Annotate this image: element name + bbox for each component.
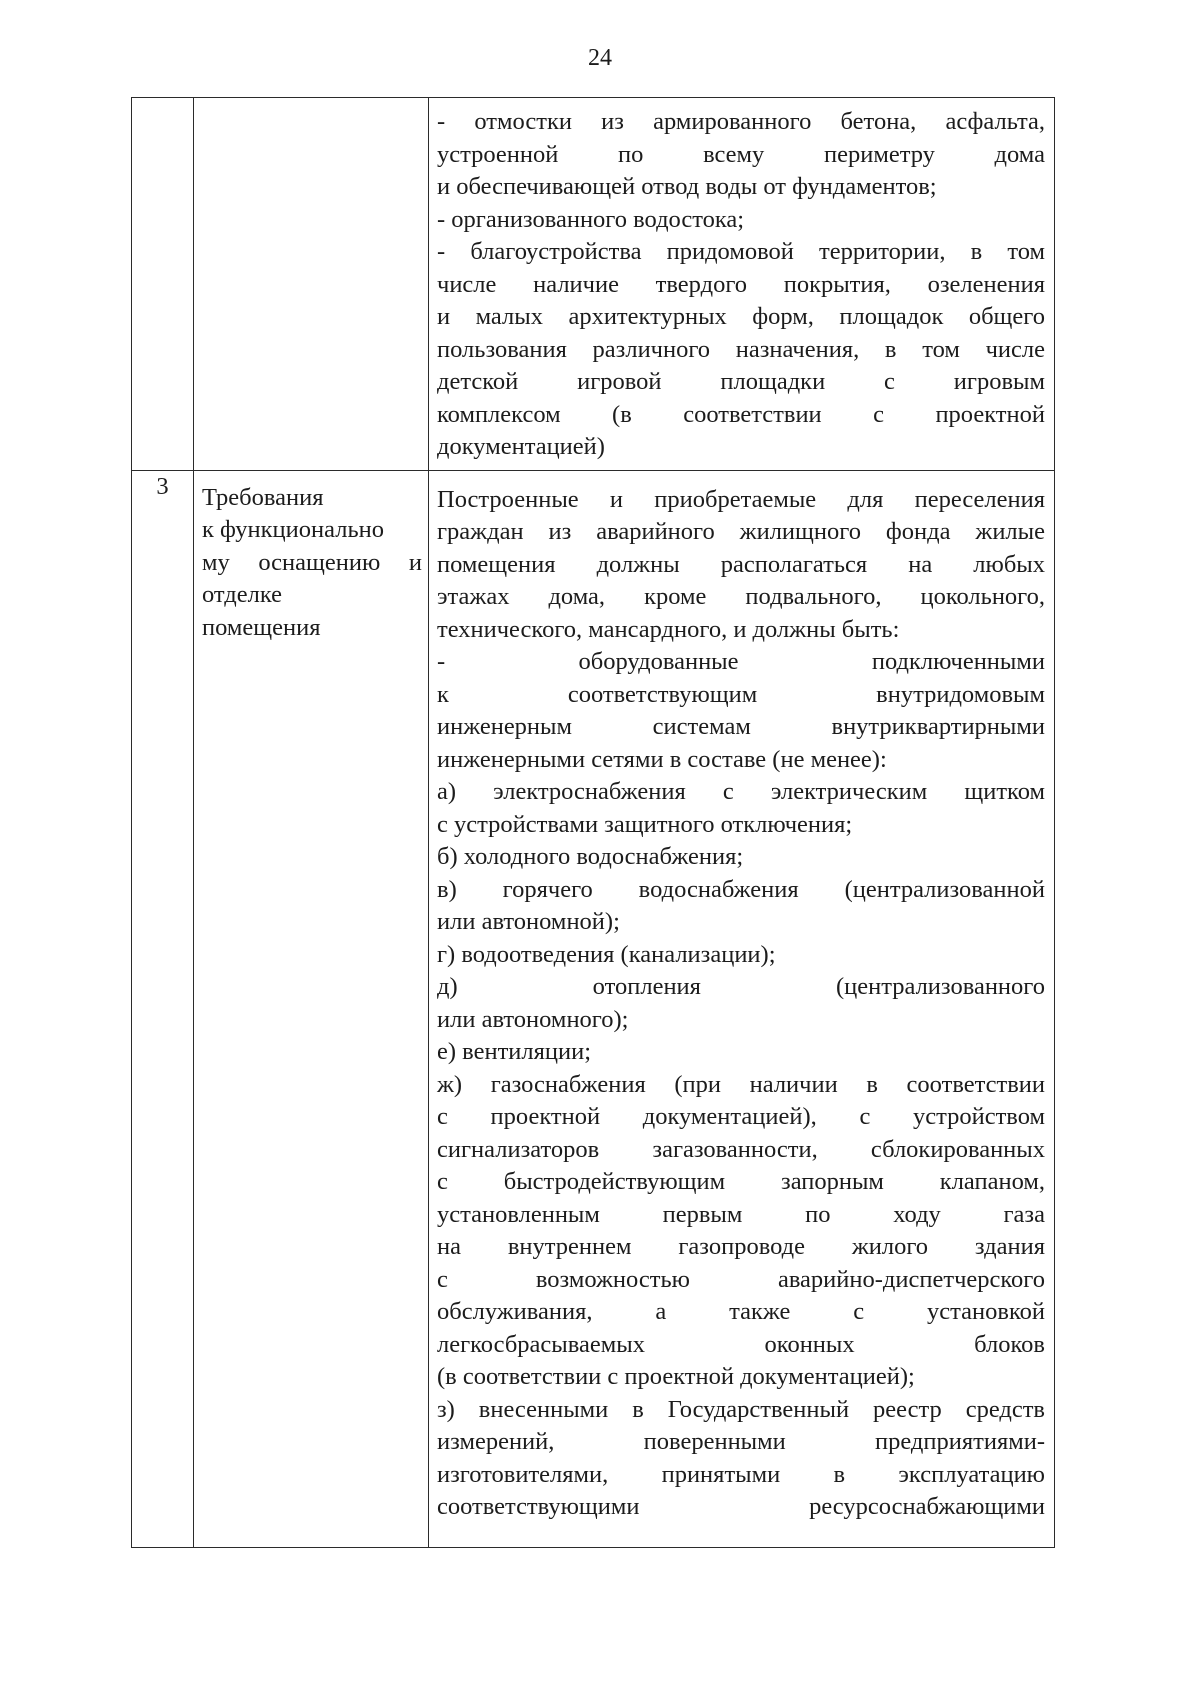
requirement-content-cell (429, 470, 1055, 1547)
text-line: з) внесенными в Государственный реестр средств (437, 1395, 1045, 1423)
requirement-content (429, 471, 1054, 1532)
text-line: а) электроснабжения с электрическим щитком (437, 778, 1045, 805)
text-line: этажах дома, кроме подвального, цокольного, (437, 583, 1045, 610)
requirement-title-cell (194, 98, 429, 471)
requirement-title (194, 471, 428, 645)
requirement-content (429, 98, 1054, 470)
text-line: Требования (202, 483, 324, 511)
text-line: помещения (202, 613, 321, 641)
text-line: в) горячего водоснабжения (централизованной (437, 875, 1045, 903)
row-number-cell (132, 98, 194, 471)
text-line: изготовителями, принятыми в эксплуатацию (437, 1460, 1045, 1488)
text-line: отделке (202, 581, 283, 608)
text-line: с проектной документацией), с устройством (437, 1103, 1045, 1130)
text-line: или автономного); (437, 1005, 629, 1033)
text-line: комплексом (в соответствии с проектной (437, 400, 1045, 428)
text-line: - отмостки из армированного бетона, асфальта, (437, 108, 1045, 135)
text-line: соответствующими ресурсоснабжающими (437, 1493, 1045, 1520)
text-line: установленным первым по ходу газа (437, 1200, 1045, 1228)
text-line: обслуживания, а также с установкой (437, 1298, 1045, 1325)
text-line: документацией) (437, 433, 605, 460)
text-line: - организованного водостока; (437, 205, 745, 233)
text-line: - оборудованные подключенными (437, 648, 1045, 675)
text-line: с быстродействующим запорным клапаном, (437, 1168, 1045, 1195)
text-line: и обеспечивающей отвод воды от фундаментов; (437, 173, 937, 200)
table-row (132, 470, 1055, 1547)
text-line: граждан из аварийного жилищного фонда жилые (437, 518, 1045, 545)
text-line: инженерным системам внутриквартирными (437, 713, 1045, 740)
requirements-table (131, 97, 1055, 1548)
text-line: г) водоотведения (канализации); (437, 940, 776, 968)
text-line: с устройствами защитного отключения; (437, 810, 853, 838)
text-line: технического, мансардного, и должны быть: (437, 615, 900, 643)
text-line: сигнализаторов загазованности, сблокированных (437, 1135, 1045, 1163)
text-line: к функционально (202, 516, 384, 543)
text-line: - благоустройства придомовой территории, в том (437, 238, 1045, 265)
text-line: на внутреннем газопроводе жилого здания (437, 1233, 1045, 1260)
text-line: е) вентиляции; (437, 1038, 592, 1065)
text-line: с возможностью аварийно-диспетчерского (437, 1265, 1045, 1293)
requirement-title (194, 98, 428, 109)
row-number-cell: 3 (132, 470, 194, 1547)
text-line: Построенные и приобретаемые для переселения (437, 485, 1045, 513)
text-line: ж) газоснабжения (при наличии в соответствии (437, 1070, 1045, 1098)
text-line: измерений, поверенными предприятиями- (437, 1428, 1045, 1455)
requirement-title-cell (194, 470, 429, 1547)
text-line: д) отопления (централизованного (437, 973, 1045, 1000)
text-line: детской игровой площадки с игровым (437, 368, 1045, 395)
text-line: пользования различного назначения, в том числе (437, 335, 1045, 363)
requirement-content-cell (429, 98, 1055, 471)
text-line: и малых архитектурных форм, площадок общего (437, 303, 1045, 330)
text-line: (в соответствии с проектной документацией); (437, 1363, 915, 1390)
text-line: или автономной); (437, 908, 620, 935)
text-line: инженерными сетями в составе (не менее): (437, 745, 887, 773)
table-row (132, 98, 1055, 471)
text-line: числе наличие твердого покрытия, озеленения (437, 270, 1045, 298)
text-line: му оснащению и (202, 548, 422, 576)
page-number: 24 (588, 45, 612, 71)
text-line: устроенной по всему периметру дома (437, 140, 1045, 168)
text-line: легкосбрасываемых оконных блоков (437, 1330, 1045, 1358)
text-line: б) холодного водоснабжения; (437, 843, 744, 870)
text-line: помещения должны располагаться на любых (437, 550, 1045, 578)
text-line: к соответствующим внутридомовым (437, 680, 1045, 708)
